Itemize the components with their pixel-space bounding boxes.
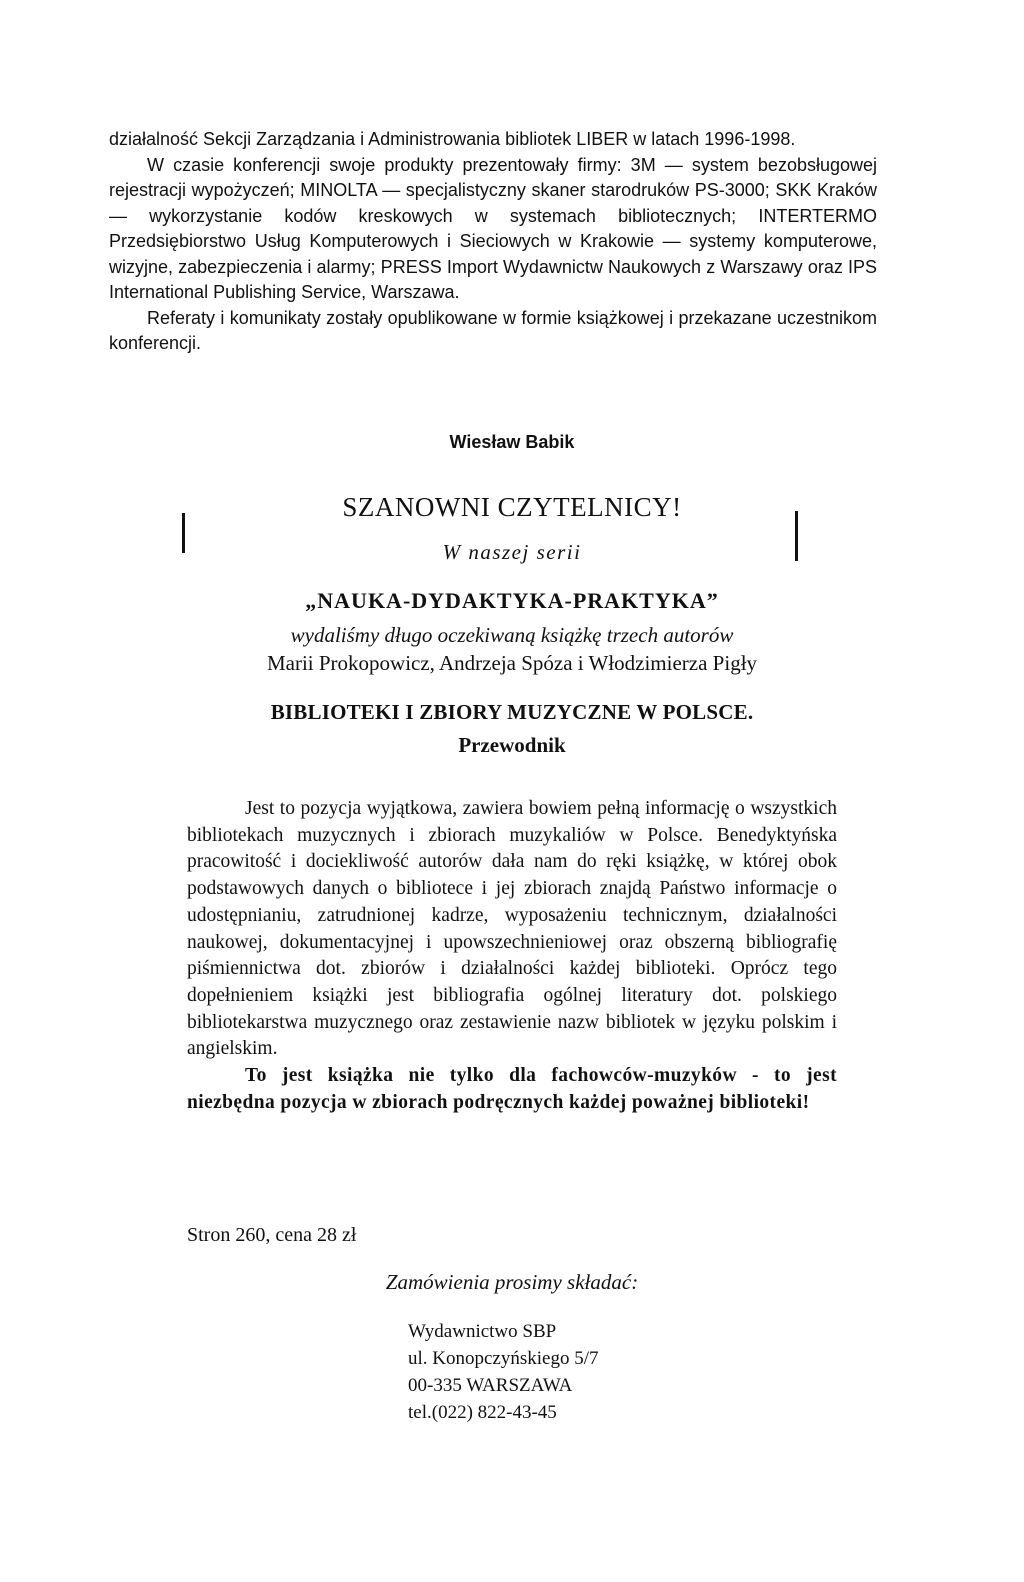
address-street: ul. Konopczyńskiego 5/7 — [408, 1348, 599, 1369]
address-publisher: Wydawnictwo SBP — [408, 1321, 557, 1342]
conference-report — [109, 127, 877, 357]
book-subtitle: Przewodnik — [458, 733, 566, 757]
order-heading: Zamówienia prosimy składać: — [385, 1270, 639, 1294]
report-paragraph-3: Referaty i komunikaty zostały opublikowane w formie książkowej i przekazane uczestnikom konferencji. — [109, 307, 877, 353]
book-authors: Marii Prokopowicz, Andrzeja Spóza i Włodzimierza Pigły — [266, 651, 758, 675]
description-paragraph: Jest to pozycja wyjątkowa, zawiera bowiem pełną informację o wszystkich bibliotekach muzycznych i zbiorach muzykaliów w Polsce. Benedyktyńska pracowitość i dociekliwość autorów dała nam do ręki książkę, w której obok podstawowych danych o bibliotece i jej zbiorach znajdą Państwo informacje o udostępnianiu, zatrudnionej kadrze, wyposażeniu technicznym, działalności naukowej, dokumentacyjnej i upowszechnieniowej oraz obszerną bibliografię piśmiennictwa dot. zbiorów i działalności każdej biblioteki. Oprócz tego dopełnieniem książki jest bibliografia ogólnej literatury dot. polskiego bibliotekarstwa muzycznego oraz zestawienie nazw bibliotek w języku polskim i angielskim. — [187, 798, 837, 1060]
ad-description — [187, 796, 837, 1116]
book-title: BIBLIOTEKI I ZBIORY MUZYCZNE W POLSCE. — [270, 700, 754, 724]
publisher-address — [408, 1318, 599, 1426]
report-paragraph-1: działalność Sekcji Zarządzania i Administrowania bibliotek LIBER w latach 1996-1998. — [109, 129, 796, 149]
series-name: „NAUKA-DYDAKTYKA-PRAKTYKA” — [305, 588, 719, 613]
authors-intro: wydaliśmy długo oczekiwaną książkę trzech autorów — [290, 623, 734, 647]
emphasis-paragraph: To jest książka nie tylko dla fachowców-muzyków - to jest niezbędna pozycja w zbiorach podręcznych każdej poważnej biblioteki! — [187, 1065, 837, 1113]
price-line: Stron 260, cena 28 zł — [187, 1224, 357, 1246]
series-intro: W naszej serii — [442, 540, 582, 564]
report-paragraph-2: W czasie konferencji swoje produkty prezentowały firmy: 3M — system bezobsługowej rejestracji wypożyczeń; MINOLTA — specjalistyczny skaner starodruków PS-3000; SKK Kraków — wykorzystanie kodów kreskowych w systemach bibliotecznych; INTERTERMO Przedsiębiorstwo Usług Komputerowych i Sieciowych w Krakowie — systemy komputerowe, wizyjne, zabezpieczenia i alarmy; PRESS Import Wydawnictw Naukowych z Warszawy oraz IPS International Publishing Service, Warszawa. — [109, 154, 877, 302]
report-author: Wiesław Babik — [449, 432, 575, 452]
address-phone: tel.(022) 822-43-45 — [408, 1402, 557, 1423]
address-city: 00-335 WARSZAWA — [408, 1375, 573, 1396]
ad-heading: SZANOWNI CZYTELNICY! — [342, 492, 682, 522]
